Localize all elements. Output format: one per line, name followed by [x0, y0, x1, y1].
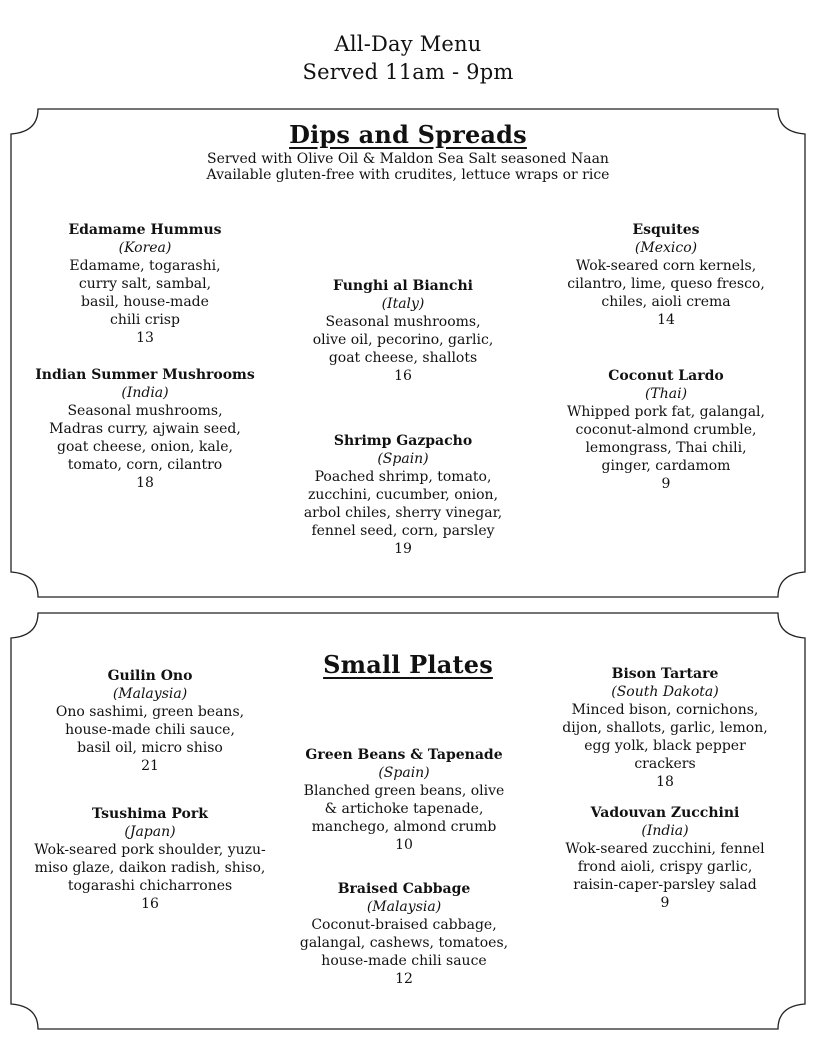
item-price: 21 — [141, 758, 159, 774]
item-origin: (Spain) — [377, 451, 429, 467]
item-origin: (India) — [121, 385, 169, 401]
menu-item — [293, 746, 515, 854]
item-price: 16 — [394, 368, 412, 384]
section-subtitle: Served with Olive Oil & Maldon Sea Salt seasoned Naan — [207, 151, 609, 167]
item-price: 10 — [395, 837, 413, 853]
item-origin: (Mexico) — [634, 240, 698, 256]
item-name: Guilin Ono — [107, 668, 193, 684]
item-price: 14 — [657, 312, 675, 328]
item-description: Seasonal mushrooms, olive oil, pecorino, garlic, goat cheese, shallots — [312, 314, 494, 366]
item-description: Edamame, togarashi, curry salt, sambal, basil, house-made chili crisp — [69, 258, 221, 328]
item-origin: (Italy) — [381, 296, 425, 312]
menu-item — [545, 665, 785, 791]
item-description: Poached shrimp, tomato, zucchini, cucumber, onion, arbol chiles, sherry vinegar, fennel seed, corn, parsley — [303, 469, 503, 539]
menu-hours: Served 11am - 9pm — [302, 60, 514, 84]
item-name: Coconut Lardo — [608, 368, 724, 384]
item-name: Funghi al Bianchi — [333, 278, 473, 294]
menu-item — [293, 880, 515, 988]
item-name: Shrimp Gazpacho — [333, 433, 473, 449]
section-subtitle: Available gluten-free with crudites, lettuce wraps or rice — [206, 167, 610, 183]
item-price: 18 — [656, 774, 674, 790]
menu-item — [293, 277, 513, 385]
item-description: Seasonal mushrooms, Madras curry, ajwain seed, goat cheese, onion, kale, tomato, corn, cilantro — [49, 403, 241, 473]
item-origin: (Japan) — [124, 824, 176, 840]
menu-item — [545, 804, 785, 912]
item-origin: (Malaysia) — [112, 686, 188, 702]
item-name: Tsushima Pork — [92, 806, 208, 822]
item-description: Ono sashimi, green beans, house-made chili sauce, basil oil, micro shiso — [55, 704, 245, 756]
item-price: 9 — [661, 476, 671, 492]
item-price: 19 — [394, 541, 412, 557]
menu-item — [25, 221, 265, 347]
menu-item — [555, 367, 777, 493]
item-price: 18 — [136, 475, 154, 491]
item-price: 9 — [660, 895, 670, 911]
item-description: Coconut-braised cabbage, galangal, cashews, tomatoes, house-made chili sauce — [299, 917, 509, 969]
small-plates-section — [10, 612, 806, 1030]
item-origin: (Korea) — [118, 240, 172, 256]
item-name: Braised Cabbage — [337, 881, 471, 897]
section-title: Dips and Spreads — [289, 120, 527, 149]
item-description: Wok-seared zucchini, fennel frond aioli, crispy garlic, raisin-caper-parsley salad — [565, 841, 765, 893]
menu-title: All-Day Menu — [334, 32, 482, 56]
item-name: Edamame Hummus — [68, 222, 222, 238]
item-origin: (Thai) — [644, 386, 688, 402]
section-title: Small Plates — [323, 650, 493, 679]
item-description: Blanched green beans, olive & artichoke tapenade, manchego, almond crumb — [303, 783, 505, 835]
menu-item — [555, 221, 777, 329]
item-price: 12 — [395, 971, 413, 987]
item-description: Wok-seared pork shoulder, yuzu-miso glaze, daikon radish, shiso, togarashi chicharrones — [34, 842, 266, 894]
item-name: Vadouvan Zucchini — [590, 805, 740, 821]
menu-item — [30, 667, 270, 775]
item-origin: (Malaysia) — [366, 899, 442, 915]
item-price: 13 — [136, 330, 154, 346]
item-name: Green Beans & Tapenade — [305, 747, 503, 763]
item-name: Indian Summer Mushrooms — [35, 367, 255, 383]
menu-header — [0, 30, 816, 86]
item-description: Minced bison, cornichons, dijon, shallots, garlic, lemon, egg yolk, black pepper crackers — [562, 702, 768, 772]
item-origin: (South Dakota) — [611, 684, 719, 700]
item-description: Wok-seared corn kernels, cilantro, lime, queso fresco, chiles, aioli crema — [567, 258, 765, 310]
item-name: Esquites — [632, 222, 700, 238]
item-origin: (India) — [641, 823, 689, 839]
menu-item — [32, 805, 268, 913]
item-price: 16 — [141, 896, 159, 912]
menu-item — [293, 432, 513, 558]
item-origin: (Spain) — [378, 765, 430, 781]
dips-and-spreads-section — [10, 108, 806, 598]
item-name: Bison Tartare — [611, 666, 719, 682]
item-description: Whipped pork fat, galangal, coconut-almond crumble, lemongrass, Thai chili, ginger, cardamom — [567, 404, 765, 474]
menu-item — [35, 366, 255, 492]
